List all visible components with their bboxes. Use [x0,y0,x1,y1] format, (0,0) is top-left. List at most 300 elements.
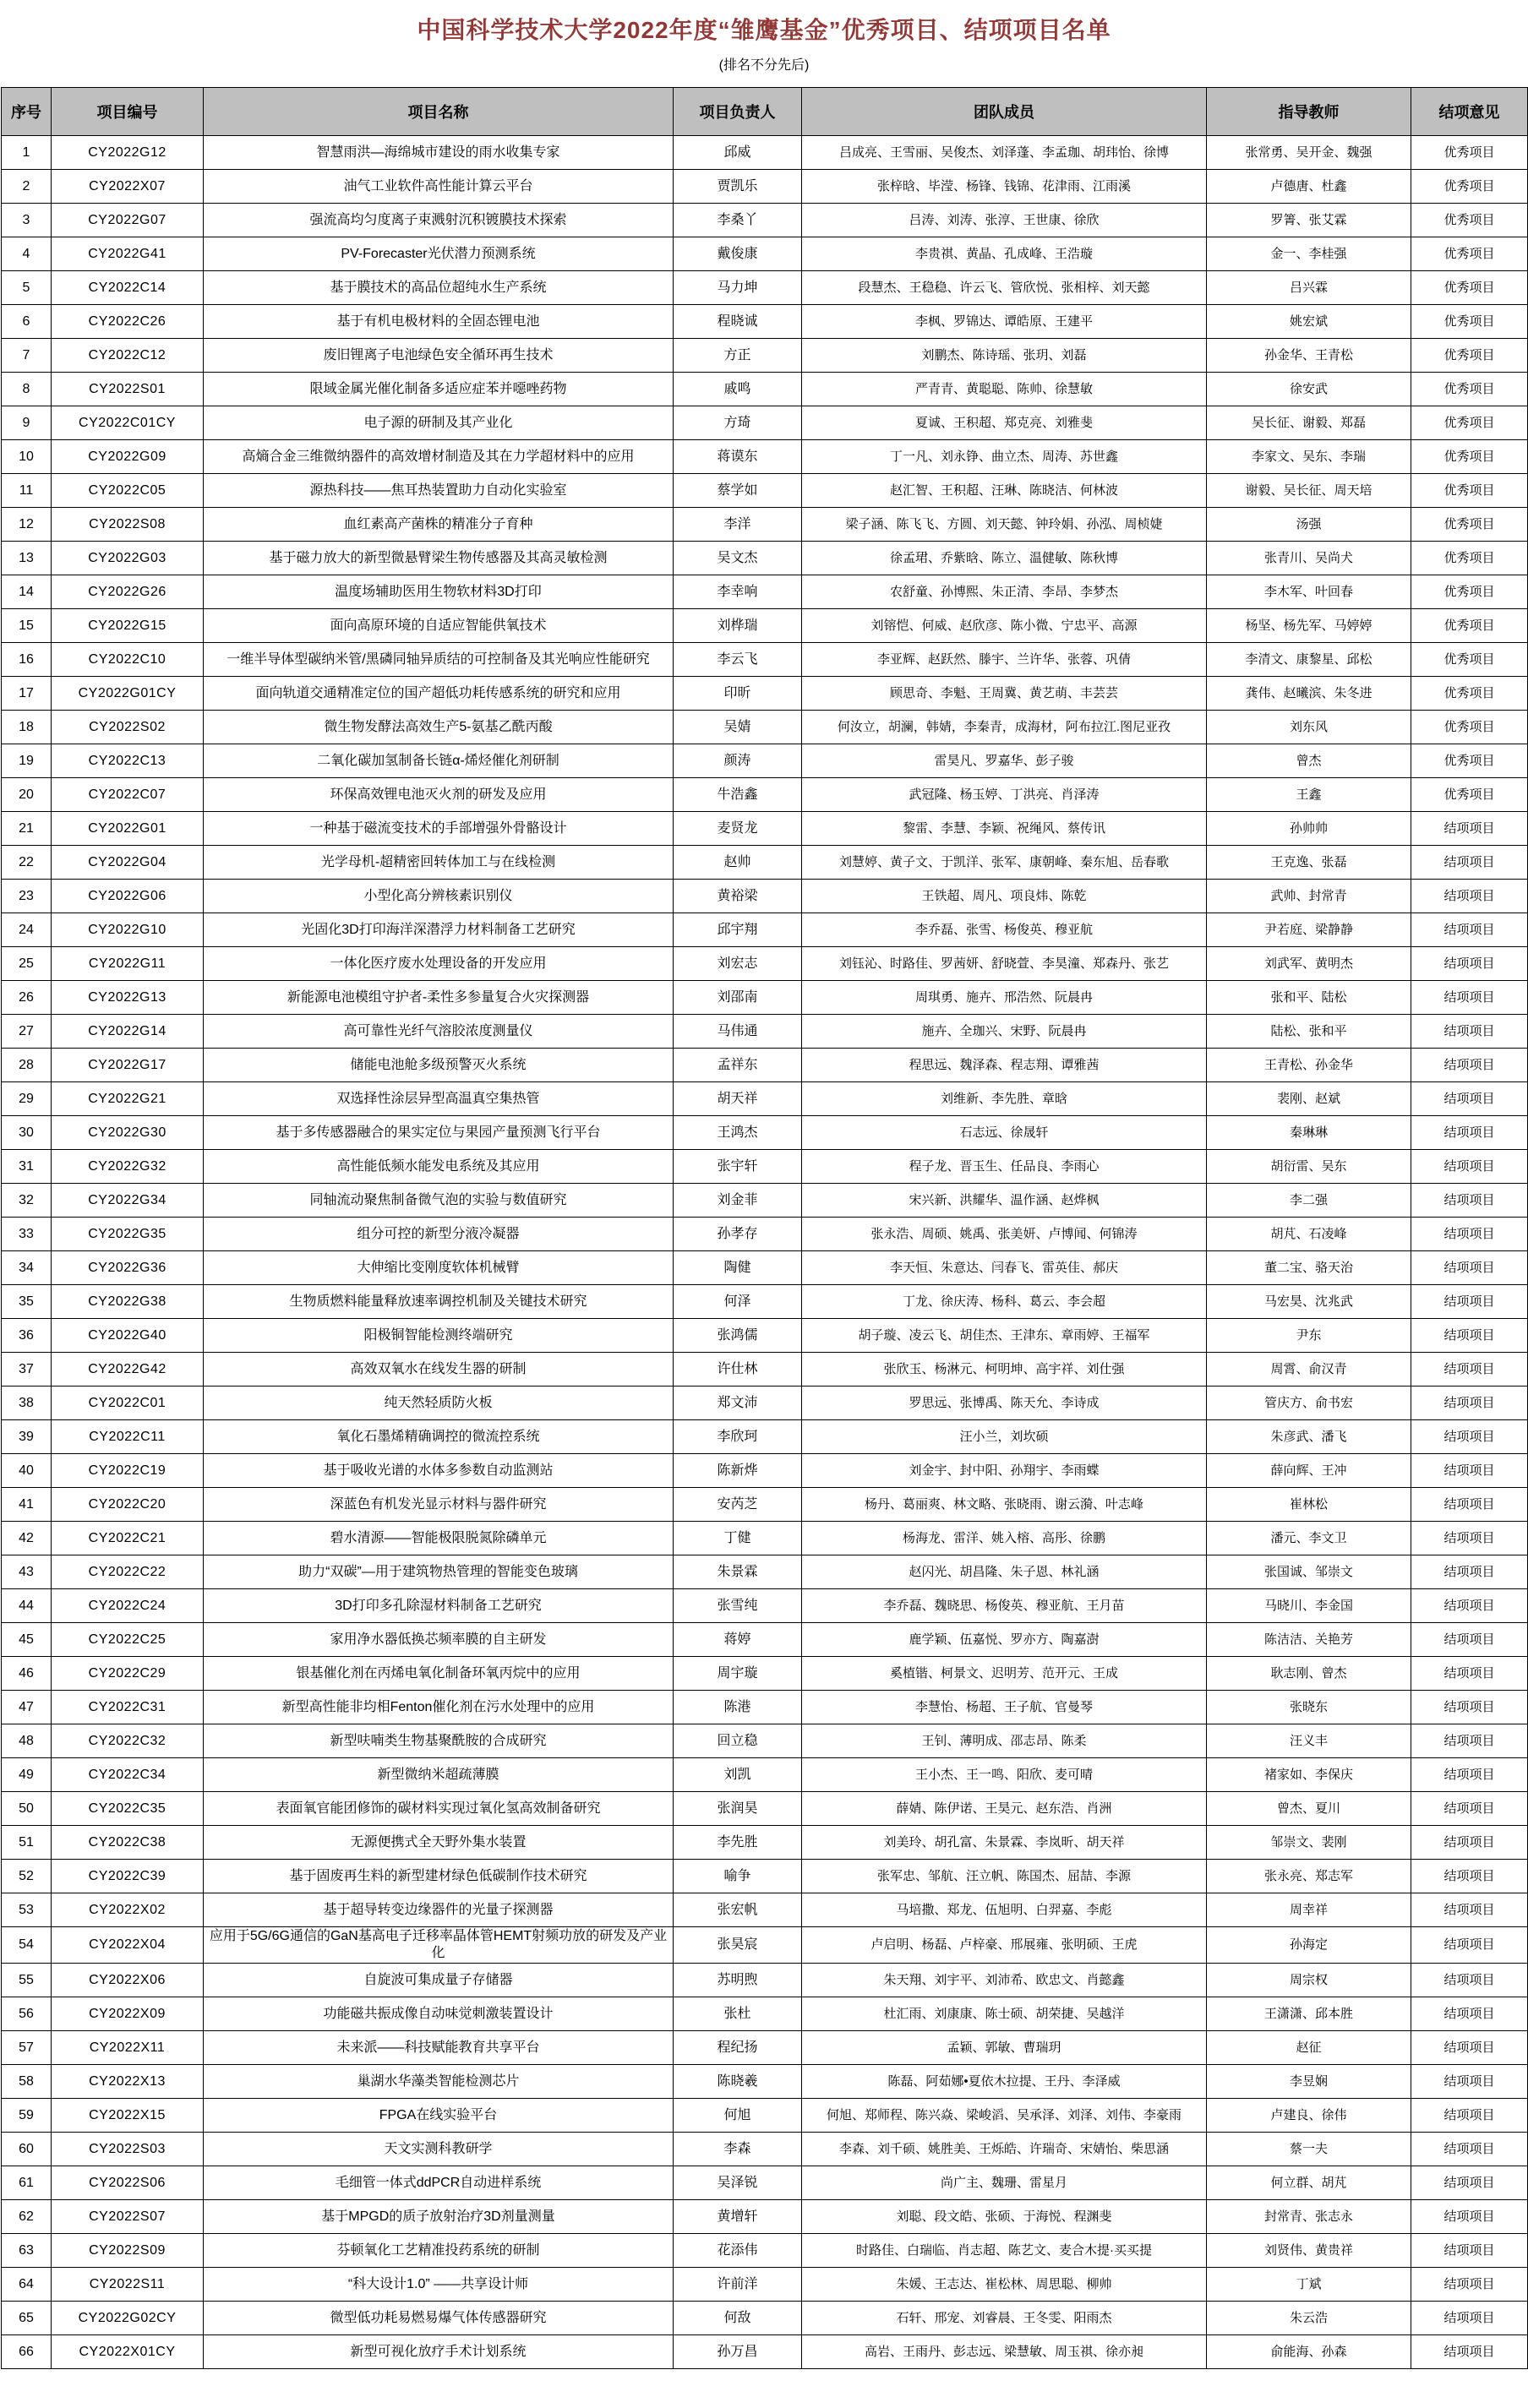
table-row [2,2234,1528,2268]
cell-code: CY2022G07 [52,204,204,237]
cell-leader: 苏明煦 [674,1964,802,1997]
cell-name: 基于吸收光谱的水体多参数自动监测站 [204,1454,674,1488]
cell-code: CY2022G04 [52,846,204,880]
cell-code: CY2022C10 [52,643,204,677]
cell-members: 石志远、徐晟轩 [802,1116,1207,1150]
cell-code: CY2022C20 [52,1488,204,1522]
cell-code: CY2022G42 [52,1353,204,1387]
cell-members: 何汝立，胡澜，韩婧，李秦青，成海材，阿布拉江.图尼亚孜 [802,711,1207,744]
table-row [2,373,1528,406]
cell-advisors: 曾杰、夏川 [1207,1792,1411,1826]
cell-members: 顾思奇、李魁、王周冀、黄艺萌、丰芸芸 [802,677,1207,711]
cell-leader: 李先胜 [674,1826,802,1860]
cell-leader: 黄增轩 [674,2200,802,2234]
cell-no: 18 [2,711,52,744]
cell-leader: 李桑丫 [674,204,802,237]
page-title: 中国科学技术大学2022年度“雏鹰基金”优秀项目、结项项目名单 [417,17,1111,43]
cell-no: 42 [2,1522,52,1555]
cell-name: 巢湖水华藻类智能检测芯片 [204,2065,674,2099]
cell-name: 新型高性能非均相Fenton催化剂在污水处理中的应用 [204,1691,674,1724]
cell-advisors: 褚家如、李保庆 [1207,1758,1411,1792]
cell-no: 66 [2,2335,52,2369]
table-row [2,1964,1528,1997]
cell-advisors: 耿志刚、曾杰 [1207,1657,1411,1691]
cell-status: 优秀项目 [1411,373,1528,406]
cell-status: 结项项目 [1411,1691,1528,1724]
projects-table [1,87,1528,2369]
cell-leader: 程晓诚 [674,305,802,339]
cell-name: 小型化高分辨核素识别仪 [204,880,674,913]
cell-advisors: 李清文、康黎星、邱松 [1207,643,1411,677]
cell-code: CY2022X15 [52,2099,204,2133]
table-row [2,474,1528,508]
cell-code: CY2022C39 [52,1860,204,1893]
table-row [2,1657,1528,1691]
cell-leader: 何旭 [674,2099,802,2133]
cell-status: 结项项目 [1411,1724,1528,1758]
cell-advisors: 邹崇文、裴刚 [1207,1826,1411,1860]
cell-name: 基于膜技术的高品位超纯水生产系统 [204,271,674,305]
cell-name: 同轴流动聚焦制备微气泡的实验与数值研究 [204,1184,674,1218]
cell-leader: 陈新烨 [674,1454,802,1488]
cell-code: CY2022G17 [52,1049,204,1082]
table-row [2,846,1528,880]
cell-code: CY2022G01 [52,812,204,846]
cell-advisors: 赵征 [1207,2031,1411,2065]
table-body [2,136,1528,2369]
cell-leader: 戚鸣 [674,373,802,406]
cell-leader: 张杜 [674,1997,802,2031]
cell-status: 优秀项目 [1411,237,1528,271]
cell-members: 吕成亮、王雪丽、吴俊杰、刘泽蓬、李孟珈、胡玮怡、徐博 [802,136,1207,170]
cell-leader: 周宇璇 [674,1657,802,1691]
cell-leader: 花添伟 [674,2234,802,2268]
table-row [2,2031,1528,2065]
cell-members: 程思远、魏泽森、程志翔、谭雅茜 [802,1049,1207,1082]
cell-members: 李森、刘千硕、姚胜美、王烁皓、许瑞奇、宋婧怡、柴思涵 [802,2133,1207,2166]
cell-advisors: 张和平、陆松 [1207,981,1411,1015]
cell-name: 微型低功耗易燃易爆气体传感器研究 [204,2302,674,2335]
cell-name: 深蓝色有机发光显示材料与器件研究 [204,1488,674,1522]
cell-no: 23 [2,880,52,913]
table-row [2,1826,1528,1860]
table-row [2,1860,1528,1893]
cell-leader: 程纪扬 [674,2031,802,2065]
cell-name: 基于有机电极材料的全固态锂电池 [204,305,674,339]
cell-name: FPGA在线实验平台 [204,2099,674,2133]
cell-no: 32 [2,1184,52,1218]
cell-code: CY2022C26 [52,305,204,339]
cell-leader: 许仕林 [674,1353,802,1387]
cell-leader: 孟祥东 [674,1049,802,1082]
cell-name: 碧水清源——智能极限脱氮除磷单元 [204,1522,674,1555]
cell-members: 时路佳、白瑞临、肖志超、陈艺文、麦合木提·买买提 [802,2234,1207,2268]
cell-advisors: 谢毅、吴长征、周天培 [1207,474,1411,508]
cell-no: 63 [2,2234,52,2268]
cell-leader: 丁健 [674,1522,802,1555]
cell-advisors: 汪义丰 [1207,1724,1411,1758]
cell-status: 结项项目 [1411,1184,1528,1218]
table-row [2,1319,1528,1353]
cell-status: 结项项目 [1411,1454,1528,1488]
cell-members: 刘鹏杰、陈诗瑶、张玥、刘磊 [802,339,1207,373]
table-row [2,271,1528,305]
cell-status: 结项项目 [1411,1623,1528,1657]
cell-members: 杨丹、葛丽爽、林文略、张晓雨、谢云漪、叶志峰 [802,1488,1207,1522]
cell-leader: 颜涛 [674,744,802,778]
table-row [2,1623,1528,1657]
cell-name: 高熵合金三维微纳器件的高效增材制造及其在力学超材料中的应用 [204,440,674,474]
cell-code: CY2022G34 [52,1184,204,1218]
cell-advisors: 胡芃、石凌峰 [1207,1218,1411,1251]
cell-leader: 孙孝存 [674,1218,802,1251]
table-row [2,1997,1528,2031]
cell-advisors: 王潇潇、邱本胜 [1207,1997,1411,2031]
cell-code: CY2022X11 [52,2031,204,2065]
cell-name: 光固化3D打印海洋深潜浮力材料制备工艺研究 [204,913,674,947]
cell-members: 朱媛、王志达、崔松林、周思聪、柳帅 [802,2268,1207,2302]
cell-advisors: 刘贤伟、黄贵祥 [1207,2234,1411,2268]
table-row [2,1184,1528,1218]
cell-code: CY2022S03 [52,2133,204,2166]
cell-members: 胡子璇、凌云飞、胡佳杰、王津东、章雨婷、王福军 [802,1319,1207,1353]
cell-members: 周琪勇、施卉、邢浩然、阮晨冉 [802,981,1207,1015]
cell-advisors: 孙海定 [1207,1927,1411,1964]
cell-status: 结项项目 [1411,1927,1528,1964]
cell-status: 结项项目 [1411,947,1528,981]
header-row [2,88,1528,136]
cell-status: 结项项目 [1411,2031,1528,2065]
cell-members: 刘钰沁、时路佳、罗茜妍、舒晓萱、李昊潼、郑森丹、张艺 [802,947,1207,981]
cell-status: 结项项目 [1411,1319,1528,1353]
cell-advisors: 李家文、吴东、李瑞 [1207,440,1411,474]
cell-members: 刘聪、段文皓、张硕、于海悦、程渊斐 [802,2200,1207,2234]
cell-code: CY2022C35 [52,1792,204,1826]
cell-code: CY2022X02 [52,1893,204,1927]
cell-members: 李亚辉、赵跃然、滕宇、兰许华、张蓉、巩倩 [802,643,1207,677]
cell-name: 废旧锂离子电池绿色安全循环再生技术 [204,339,674,373]
cell-no: 6 [2,305,52,339]
cell-advisors: 裴刚、赵斌 [1207,1082,1411,1116]
table-row [2,677,1528,711]
cell-name: 表面氧官能团修饰的碳材料实现过氧化氢高效制备研究 [204,1792,674,1826]
cell-leader: 吴文杰 [674,542,802,575]
cell-members: 徐孟珺、乔紫晗、陈立、温健敏、陈秋博 [802,542,1207,575]
cell-status: 结项项目 [1411,2099,1528,2133]
cell-members: 朱天翔、刘宇平、刘沛希、欧忠文、肖懿鑫 [802,1964,1207,1997]
cell-leader: 邱威 [674,136,802,170]
cell-no: 20 [2,778,52,812]
cell-no: 52 [2,1860,52,1893]
cell-leader: 刘金菲 [674,1184,802,1218]
cell-leader: 安芮芝 [674,1488,802,1522]
cell-no: 30 [2,1116,52,1150]
cell-advisors: 刘武军、黄明杰 [1207,947,1411,981]
cell-code: CY2022S01 [52,373,204,406]
cell-no: 57 [2,2031,52,2065]
cell-no: 38 [2,1387,52,1420]
cell-no: 1 [2,136,52,170]
cell-status: 结项项目 [1411,1387,1528,1420]
cell-leader: 张润昊 [674,1792,802,1826]
column-header-members: 团队成员 [802,88,1207,136]
table-row [2,440,1528,474]
cell-advisors: 尹东 [1207,1319,1411,1353]
cell-advisors: 汤强 [1207,508,1411,542]
cell-no: 10 [2,440,52,474]
table-row [2,1792,1528,1826]
cell-members: 孟颖、郭敏、曹瑞玥 [802,2031,1207,2065]
cell-name: 限域金属光催化制备多适应症苯并噁唑药物 [204,373,674,406]
cell-status: 优秀项目 [1411,474,1528,508]
table-row [2,406,1528,440]
cell-advisors: 周霄、俞汉青 [1207,1353,1411,1387]
cell-code: CY2022C01CY [52,406,204,440]
cell-advisors: 张晓东 [1207,1691,1411,1724]
cell-code: CY2022G11 [52,947,204,981]
cell-members: 杨海龙、雷洋、姚入榕、高彤、徐鹏 [802,1522,1207,1555]
cell-code: CY2022G36 [52,1251,204,1285]
table-row [2,575,1528,609]
cell-members: 农舒童、孙博熙、朱正清、李昂、李梦杰 [802,575,1207,609]
cell-members: 李枫、罗锦达、谭皓原、王建平 [802,305,1207,339]
cell-advisors: 董二宝、骆天治 [1207,1251,1411,1285]
cell-leader: 李云飞 [674,643,802,677]
cell-advisors: 张青川、吴尚犬 [1207,542,1411,575]
cell-name: 双选择性涂层异型高温真空集热管 [204,1082,674,1116]
cell-no: 50 [2,1792,52,1826]
table-row [2,2302,1528,2335]
table-row [2,508,1528,542]
cell-leader: 贾凯乐 [674,170,802,204]
table-row [2,744,1528,778]
cell-status: 结项项目 [1411,1218,1528,1251]
cell-leader: 郑文沛 [674,1387,802,1420]
cell-name: 新型微纳米超疏薄膜 [204,1758,674,1792]
cell-no: 31 [2,1150,52,1184]
cell-name: 家用净水器低换芯频率膜的自主研发 [204,1623,674,1657]
cell-name: 二氧化碳加氢制备长链α-烯烃催化剂研制 [204,744,674,778]
cell-no: 41 [2,1488,52,1522]
cell-status: 优秀项目 [1411,406,1528,440]
table-row [2,136,1528,170]
cell-members: 张欣玉、杨淋元、柯明坤、高宇祥、刘仕强 [802,1353,1207,1387]
cell-members: 罗思远、张博禹、陈天允、李诗成 [802,1387,1207,1420]
cell-name: 储能电池舱多级预警灭火系统 [204,1049,674,1082]
cell-status: 结项项目 [1411,880,1528,913]
cell-code: CY2022C38 [52,1826,204,1860]
cell-no: 34 [2,1251,52,1285]
cell-no: 2 [2,170,52,204]
cell-code: CY2022C11 [52,1420,204,1454]
cell-status: 结项项目 [1411,2200,1528,2234]
cell-no: 39 [2,1420,52,1454]
cell-advisors: 张常勇、吴开金、魏强 [1207,136,1411,170]
cell-advisors: 刘东风 [1207,711,1411,744]
column-header-leader: 项目负责人 [674,88,802,136]
cell-members: 鹿学颖、伍嘉悦、罗亦方、陶嘉澍 [802,1623,1207,1657]
cell-advisors: 马晓川、李金国 [1207,1589,1411,1623]
cell-members: 张梓晗、毕滢、杨锋、钱锦、花津雨、江雨溪 [802,170,1207,204]
table-row [2,1522,1528,1555]
cell-members: 杜汇雨、刘康康、陈士硕、胡荣捷、吴越洋 [802,1997,1207,2031]
cell-leader: 刘桦瑞 [674,609,802,643]
cell-leader: 邱宇翔 [674,913,802,947]
table-row [2,2335,1528,2369]
cell-name: 氧化石墨烯精确调控的微流控系统 [204,1420,674,1454]
cell-leader: 何泽 [674,1285,802,1319]
cell-code: CY2022C29 [52,1657,204,1691]
cell-code: CY2022G26 [52,575,204,609]
cell-advisors: 封常青、张志永 [1207,2200,1411,2234]
cell-leader: 方正 [674,339,802,373]
column-header-status: 结项意见 [1411,88,1528,136]
cell-no: 9 [2,406,52,440]
table-row [2,237,1528,271]
cell-name: 高可靠性光纤气溶胶浓度测量仪 [204,1015,674,1049]
cell-status: 结项项目 [1411,846,1528,880]
cell-advisors: 王克逸、张磊 [1207,846,1411,880]
cell-name: 助力“双碳”—用于建筑物热管理的智能变色玻璃 [204,1555,674,1589]
cell-code: CY2022C21 [52,1522,204,1555]
cell-members: 黎雷、李慧、李颖、祝绳风、蔡传讯 [802,812,1207,846]
table-row [2,2200,1528,2234]
table-row [2,2268,1528,2302]
cell-status: 结项项目 [1411,2133,1528,2166]
cell-no: 21 [2,812,52,846]
cell-status: 优秀项目 [1411,204,1528,237]
cell-code: CY2022G06 [52,880,204,913]
cell-no: 58 [2,2065,52,2099]
cell-advisors: 张永亮、郑志军 [1207,1860,1411,1893]
table-row [2,1285,1528,1319]
cell-members: 张军忠、邹航、汪立帆、陈国杰、屈喆、李源 [802,1860,1207,1893]
column-header-no: 序号 [2,88,52,136]
cell-name: 新能源电池模组守护者-柔性多参量复合火灾探测器 [204,981,674,1015]
cell-advisors: 尹若庭、梁静静 [1207,913,1411,947]
cell-code: CY2022C13 [52,744,204,778]
cell-members: 薛婧、陈伊诺、王昊元、赵东浩、肖洲 [802,1792,1207,1826]
cell-code: CY2022S02 [52,711,204,744]
cell-no: 22 [2,846,52,880]
cell-advisors: 丁斌 [1207,2268,1411,2302]
cell-no: 7 [2,339,52,373]
cell-leader: 吴泽锐 [674,2166,802,2200]
cell-leader: 蔡学如 [674,474,802,508]
cell-members: 奚植锴、柯景文、迟明芳、范开元、王成 [802,1657,1207,1691]
cell-code: CY2022S11 [52,2268,204,2302]
cell-leader: 李洋 [674,508,802,542]
cell-leader: 赵帅 [674,846,802,880]
cell-no: 43 [2,1555,52,1589]
cell-advisors: 李二强 [1207,1184,1411,1218]
cell-advisors: 陆松、张和平 [1207,1015,1411,1049]
cell-status: 结项项目 [1411,1082,1528,1116]
table-row [2,1218,1528,1251]
cell-no: 27 [2,1015,52,1049]
cell-no: 53 [2,1893,52,1927]
table-row [2,1420,1528,1454]
cell-code: CY2022G15 [52,609,204,643]
cell-members: 刘维新、李先胜、章晗 [802,1082,1207,1116]
cell-name: 新型可视化放疗手术计划系统 [204,2335,674,2369]
cell-name: 基于MPGD的质子放射治疗3D剂量测量 [204,2200,674,2234]
cell-no: 56 [2,1997,52,2031]
cell-status: 优秀项目 [1411,677,1528,711]
cell-status: 结项项目 [1411,1522,1528,1555]
cell-code: CY2022G32 [52,1150,204,1184]
cell-status: 优秀项目 [1411,643,1528,677]
cell-advisors: 卢德唐、杜鑫 [1207,170,1411,204]
table-row [2,339,1528,373]
cell-members: 李天恒、朱意达、闫春飞、雷英佳、郝庆 [802,1251,1207,1285]
table-row [2,947,1528,981]
cell-advisors: 马宏昊、沈兆武 [1207,1285,1411,1319]
cell-leader: 张宇轩 [674,1150,802,1184]
cell-code: CY2022X04 [52,1927,204,1964]
cell-code: CY2022C24 [52,1589,204,1623]
cell-leader: 马伟通 [674,1015,802,1049]
cell-members: 程子龙、晋玉生、任品良、李雨心 [802,1150,1207,1184]
cell-members: 刘镕恺、何威、赵欣彦、陈小微、宁忠平、高源 [802,609,1207,643]
cell-code: CY2022X13 [52,2065,204,2099]
cell-advisors: 李昱娴 [1207,2065,1411,2099]
cell-name: 智慧雨洪—海绵城市建设的雨水收集专家 [204,136,674,170]
cell-name: 组分可控的新型分液冷凝器 [204,1218,674,1251]
cell-leader: 陈晓羲 [674,2065,802,2099]
cell-leader: 黄裕梁 [674,880,802,913]
cell-leader: 张鸿儒 [674,1319,802,1353]
cell-name: 未来派——科技赋能教育共享平台 [204,2031,674,2065]
table-row [2,1387,1528,1420]
cell-status: 结项项目 [1411,913,1528,947]
cell-code: CY2022C01 [52,1387,204,1420]
cell-members: 李乔磊、魏晓思、杨俊英、穆亚航、王月苗 [802,1589,1207,1623]
cell-advisors: 李木军、叶回春 [1207,575,1411,609]
cell-status: 结项项目 [1411,2302,1528,2335]
cell-code: CY2022S09 [52,2234,204,2268]
table-row [2,305,1528,339]
cell-code: CY2022X01CY [52,2335,204,2369]
cell-leader: 麦贤龙 [674,812,802,846]
cell-advisors: 陈洁洁、关艳芳 [1207,1623,1411,1657]
cell-leader: 刘宏志 [674,947,802,981]
cell-code: CY2022G41 [52,237,204,271]
cell-name: 毛细管一体式ddPCR自动进样系统 [204,2166,674,2200]
cell-no: 4 [2,237,52,271]
cell-no: 11 [2,474,52,508]
cell-leader: 陈港 [674,1691,802,1724]
cell-no: 61 [2,2166,52,2200]
cell-members: 严青青、黄聪聪、陈帅、徐慧敏 [802,373,1207,406]
table-row [2,542,1528,575]
cell-no: 29 [2,1082,52,1116]
cell-code: CY2022C19 [52,1454,204,1488]
cell-code: CY2022X06 [52,1964,204,1997]
cell-no: 48 [2,1724,52,1758]
cell-name: 芬顿氧化工艺精准投药系统的研制 [204,2234,674,2268]
table-row [2,880,1528,913]
cell-members: 李慧怡、杨超、王子航、官曼琴 [802,1691,1207,1724]
cell-name: 大伸缩比变刚度软体机械臂 [204,1251,674,1285]
table-row [2,204,1528,237]
cell-members: 高岩、王雨丹、彭志远、梁慧敏、周玉祺、徐亦昶 [802,2335,1207,2369]
table-row [2,812,1528,846]
cell-advisors: 周宗权 [1207,1964,1411,1997]
cell-status: 结项项目 [1411,2268,1528,2302]
cell-code: CY2022G13 [52,981,204,1015]
cell-name: 3D打印多孔除湿材料制备工艺研究 [204,1589,674,1623]
